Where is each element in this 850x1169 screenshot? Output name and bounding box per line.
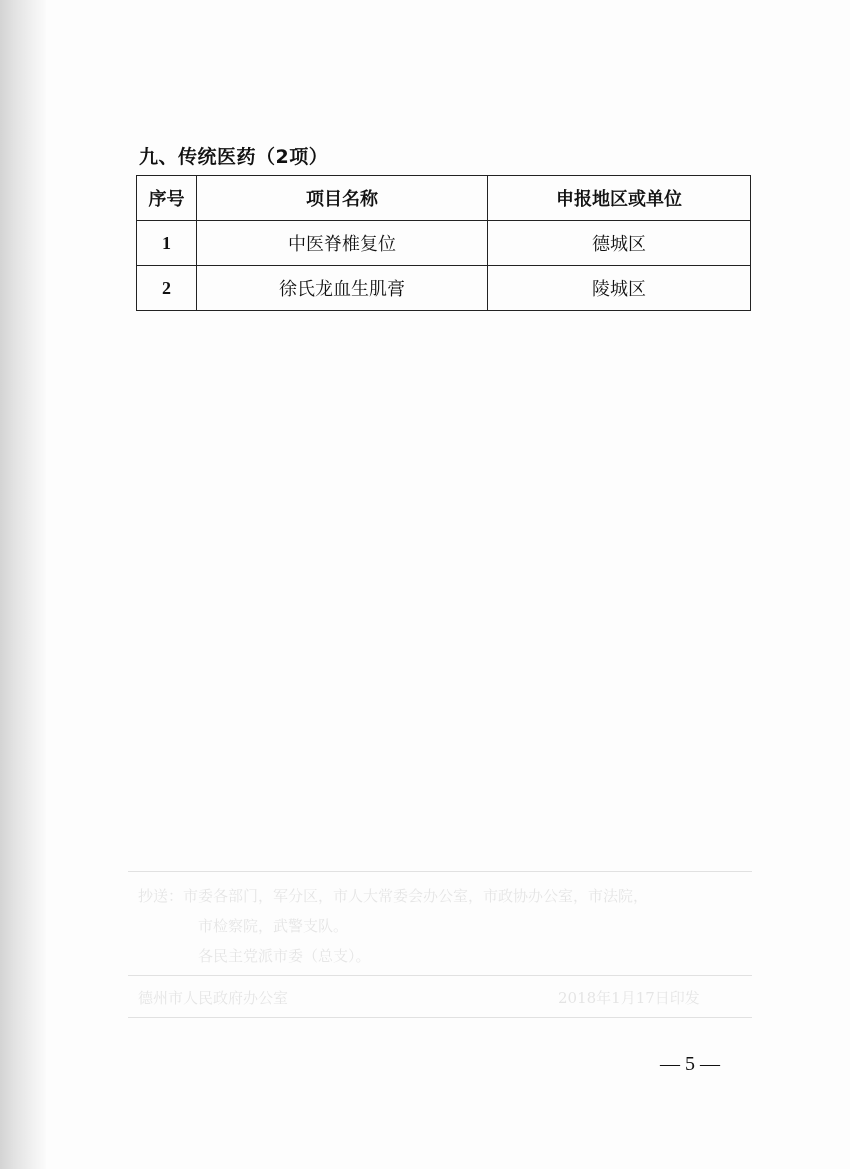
cell-serial-number: 2	[137, 266, 197, 311]
footer-cc-line-2: 市检察院，武警支队。	[198, 917, 349, 935]
footer-rule-middle	[128, 975, 752, 976]
footer-issuer: 德州市人民政府办公室	[138, 989, 289, 1007]
footer-date: 2018年1月17日印发	[558, 989, 700, 1007]
footer-rule-bottom	[128, 1017, 752, 1018]
table-header-row	[137, 176, 751, 221]
header-region-unit: 申报地区或单位	[488, 176, 751, 221]
header-project-name: 项目名称	[197, 176, 488, 221]
scan-edge-shadow	[0, 0, 46, 1169]
cell-project-name: 徐氏龙血生肌膏	[197, 266, 488, 311]
table-row	[137, 221, 751, 266]
page-number: — 5 —	[660, 1053, 720, 1075]
footer-cc-line-3: 各民主党派市委（总支）。	[198, 947, 371, 965]
faded-footer-showthrough	[128, 863, 752, 1023]
header-serial-number: 序号	[137, 176, 197, 221]
footer-rule-top	[128, 871, 752, 872]
cell-region-unit: 陵城区	[488, 266, 751, 311]
cell-serial-number: 1	[137, 221, 197, 266]
cell-region-unit: 德城区	[488, 221, 751, 266]
cell-project-name: 中医脊椎复位	[197, 221, 488, 266]
section-heading: 九、传统医药（2项）	[139, 146, 329, 168]
project-table	[136, 175, 751, 311]
footer-cc-line: 抄送：市委各部门，军分区，市人大常委会办公室，市政协办公室，市法院，	[138, 887, 649, 905]
table-row	[137, 266, 751, 311]
